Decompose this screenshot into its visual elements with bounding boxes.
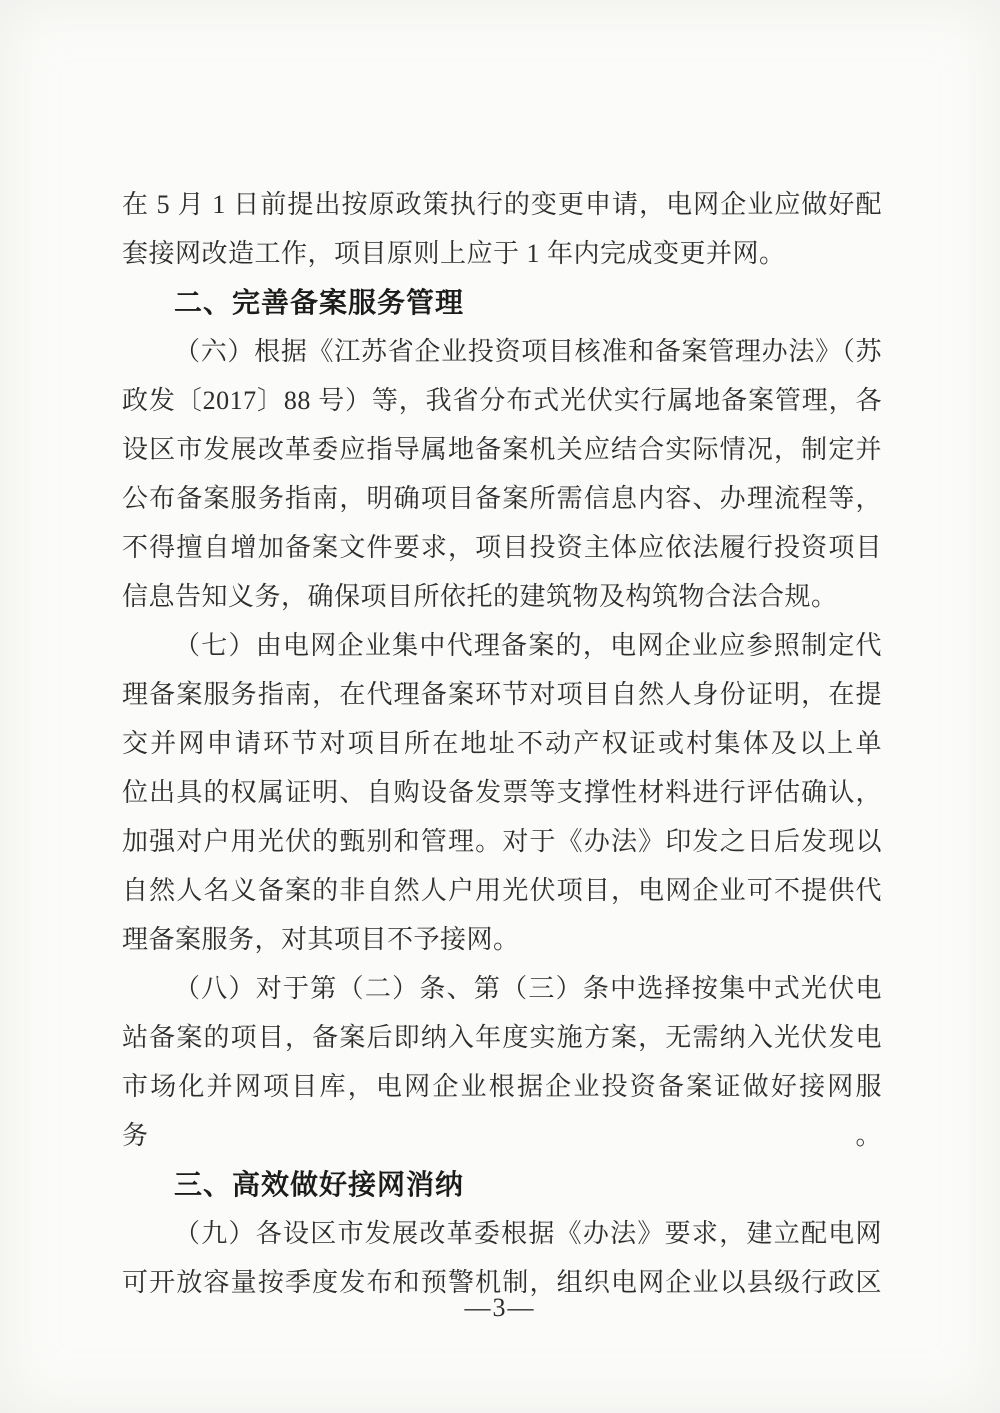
text-line: 交并网申请环节对项目所在地址不动产权证或村集体及以上单	[122, 729, 882, 758]
text-line: （七）由电网企业集中代理备案的，电网企业应参照制定代	[174, 631, 882, 660]
paragraph-eight	[122, 964, 882, 1160]
text-line: 套接网改造工作，项目原则上应于 1 年内完成变更并网。	[122, 239, 786, 268]
section-heading-two: 二、完善备案服务管理	[174, 287, 465, 318]
section-heading-three: 三、高效做好接网消纳	[174, 1169, 465, 1200]
text-line: 位出具的权属证明、自购设备发票等支撑性材料进行评估确认，	[122, 778, 882, 807]
paragraph-seven	[122, 621, 882, 964]
page-number: —3—	[464, 1293, 536, 1322]
text-line: （八）对于第（二）条、第（三）条中选择按集中式光伏电	[174, 974, 882, 1003]
text-line: 信息告知义务，确保项目所依托的建筑物及构筑物合法合规。	[122, 582, 838, 611]
paragraph-intro	[122, 180, 882, 278]
text-line: 公布备案服务指南，明确项目备案所需信息内容、办理流程等，	[122, 484, 882, 513]
page-content	[122, 180, 882, 1307]
text-line: 可开放容量按季度发布和预警机制，组织电网企业以县级行政区	[122, 1268, 882, 1297]
text-line: 在 5 月 1 日前提出按原政策执行的变更申请，电网企业应做好配	[122, 190, 882, 219]
text-line: 自然人名义备案的非自然人户用光伏项目，电网企业可不提供代	[122, 876, 882, 905]
text-line: 理备案服务指南，在代理备案环节对项目自然人身份证明，在提	[122, 680, 882, 709]
text-line: 设区市发展改革委应指导属地备案机关应结合实际情况，制定并	[122, 435, 882, 464]
text-line: 政发〔2017〕88 号）等，我省分布式光伏实行属地备案管理，各	[122, 386, 882, 415]
paragraph-six	[122, 327, 882, 621]
text-line: 市场化并网项目库，电网企业根据企业投资备案证做好接网服务。	[122, 1072, 882, 1150]
text-line: （九）各设区市发展改革委根据《办法》要求，建立配电网	[174, 1219, 882, 1248]
text-line: 理备案服务，对其项目不予接网。	[122, 925, 520, 954]
text-line: 站备案的项目，备案后即纳入年度实施方案，无需纳入光伏发电	[122, 1023, 882, 1052]
page-footer	[0, 1293, 1000, 1323]
text-line: （六）根据《江苏省企业投资项目核准和备案管理办法》（苏	[174, 337, 882, 366]
text-line: 不得擅自增加备案文件要求，项目投资主体应依法履行投资项目	[122, 533, 882, 562]
text-line: 加强对户用光伏的甄别和管理。对于《办法》印发之日后发现以	[122, 827, 882, 856]
